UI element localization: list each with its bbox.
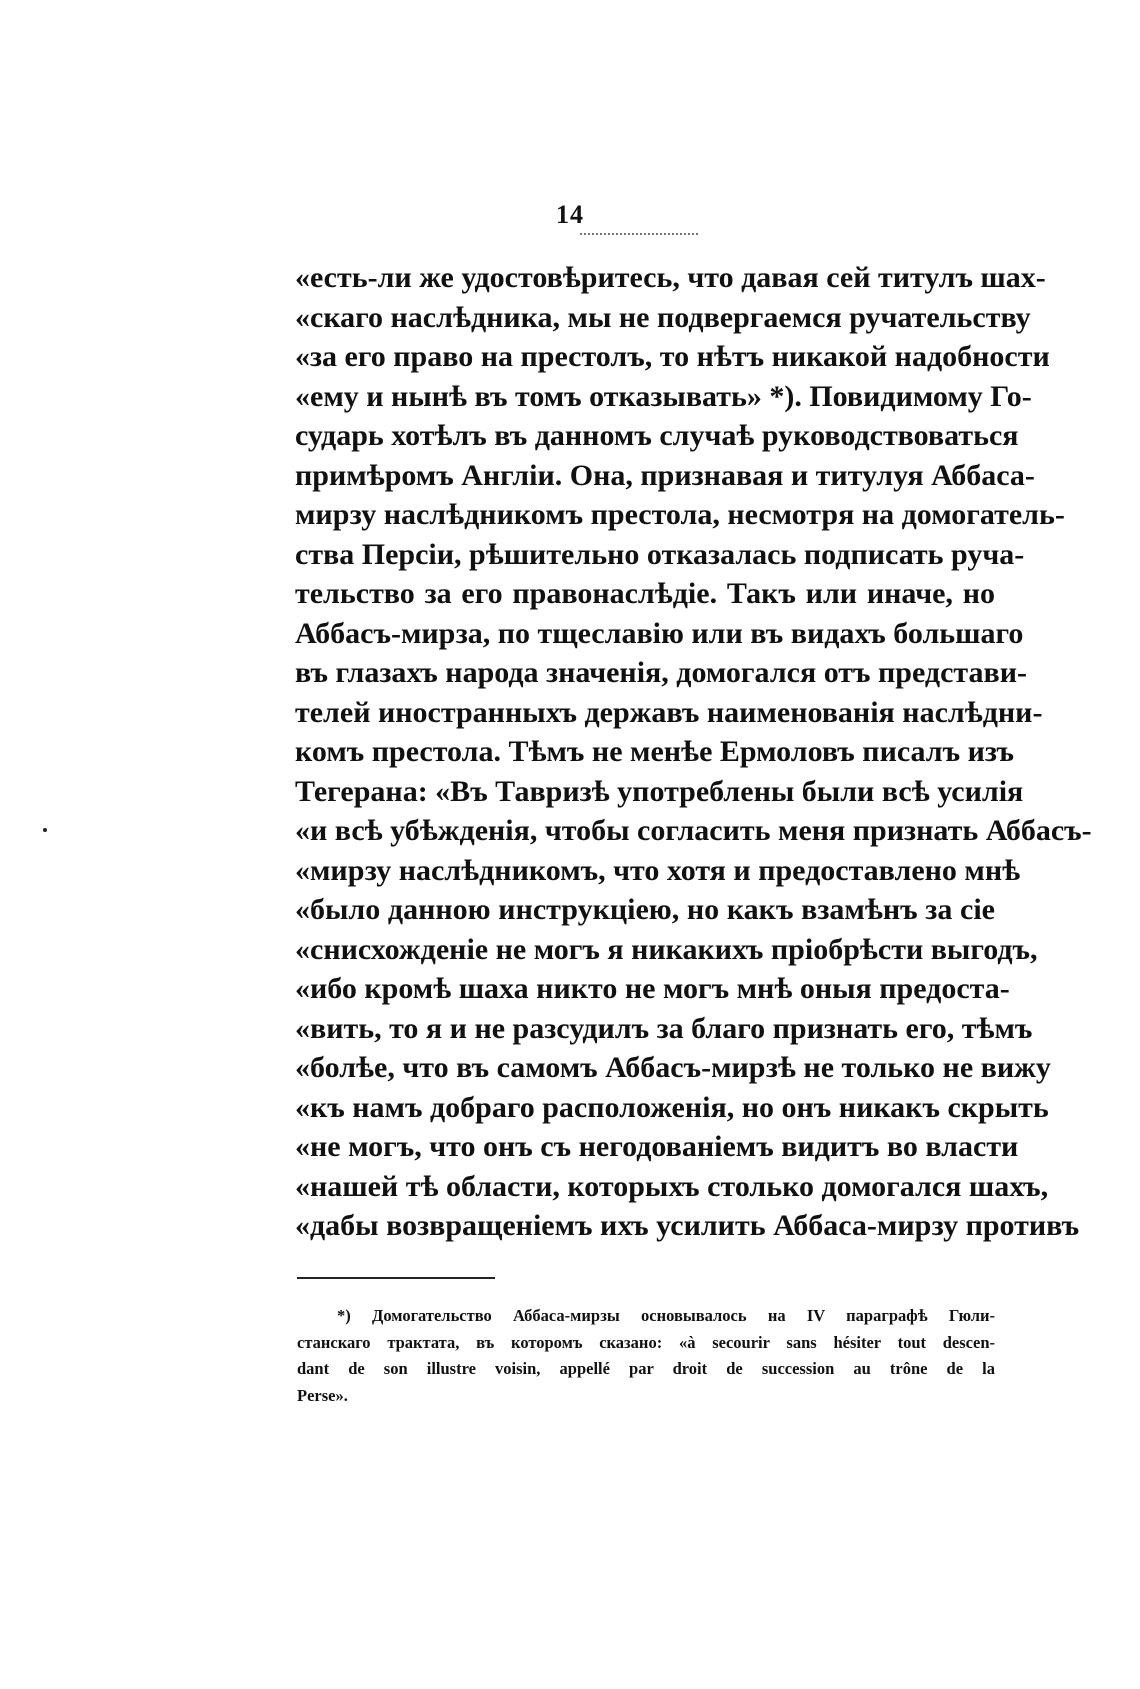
text-line: «за его право на престолъ, то нѣтъ никакой надобности xyxy=(295,340,1050,373)
main-text xyxy=(295,258,1092,1246)
text-line: тельство за его правонаслѣдіе. Такъ или иначе, но xyxy=(295,577,995,610)
margin-speck xyxy=(43,828,47,832)
text-line: Аббасъ-мирза, по тщеславію или въ видахъ большаго xyxy=(295,616,1024,650)
text-line: «къ намъ добраго расположенія, но онъ никакъ скрыть xyxy=(295,1090,1049,1124)
text-line: Тегерана: «Въ Тавризѣ употреблены были всѣ усилія xyxy=(295,774,1024,808)
text-line: «мирзу наслѣдникомъ, что хотя и предоставлено мнѣ xyxy=(295,853,1021,887)
text-line: «есть-ли же удостовѣритесь, что давая сей титулъ шах- xyxy=(295,261,1046,294)
text-line: сударь хотѣлъ въ данномъ случаѣ руководствоваться xyxy=(295,419,1019,452)
text-line: «скаго наслѣдника, мы не подвергаемся ручательству xyxy=(295,300,1031,334)
footnote-line: Perse». xyxy=(297,1385,348,1405)
text-line: мирзу наслѣдникомъ престола, несмотря на домогатель- xyxy=(295,498,1065,531)
text-line: комъ престола. Тѣмъ не менѣе Ермоловъ писалъ изъ xyxy=(295,735,1014,768)
footnote xyxy=(297,1303,995,1409)
page-number: 14 xyxy=(556,200,584,229)
footnote-line: *) Домогательство Аббаса-мирзы основывалось на IV параграфѣ Гюли- xyxy=(337,1306,995,1325)
text-line: «нашей тѣ области, которыхъ столько домогался шахъ, xyxy=(295,1169,1049,1203)
text-line: телей иностранныхъ державъ наименованія наслѣдни- xyxy=(295,695,1043,729)
page-number-ornament xyxy=(580,233,698,235)
text-line: въ глазахъ народа значенія, домогался отъ представи- xyxy=(295,656,1027,689)
text-line: «не могъ, что онъ съ негодованіемъ видитъ во власти xyxy=(295,1130,1019,1163)
text-line: «было данною инструкціею, но какъ взамѣнъ за сіе xyxy=(295,893,995,926)
text-line: «ибо кромѣ шаха никто не могъ мнѣ оныя предоста- xyxy=(295,972,1010,1005)
footnote-line: dant de son illustre voisin, appellé par droit de succession au trône de la xyxy=(297,1359,995,1378)
text-line: «болѣе, что въ самомъ Аббасъ-мирзѣ не только не вижу xyxy=(295,1051,1051,1084)
text-line: «дабы возвращеніемъ ихъ усилить Аббаса-мирзу противъ xyxy=(295,1209,1080,1242)
text-line: «и всѣ убѣжденія, чтобы согласить меня признать Аббасъ- xyxy=(295,814,1092,847)
footnote-separator xyxy=(297,1277,495,1279)
text-line: «вить, то я и не разсудилъ за благо признать его, тѣмъ xyxy=(295,1011,1033,1045)
text-line: ства Персіи, рѣшительно отказалась подписать руча- xyxy=(295,537,1025,571)
text-line: «снисхожденіе не могъ я никакихъ пріобрѣсти выгодъ, xyxy=(295,932,1038,966)
text-line: примѣромъ Англіи. Она, признавая и титулуя Аббаса- xyxy=(295,458,1035,492)
text-line: «ему и нынѣ въ томъ отказывать» *). Повидимому Го- xyxy=(295,379,1032,413)
footnote-line: станскаго трактата, въ которомъ сказано: «à secourir sans hésiter tout descen- xyxy=(297,1332,995,1352)
